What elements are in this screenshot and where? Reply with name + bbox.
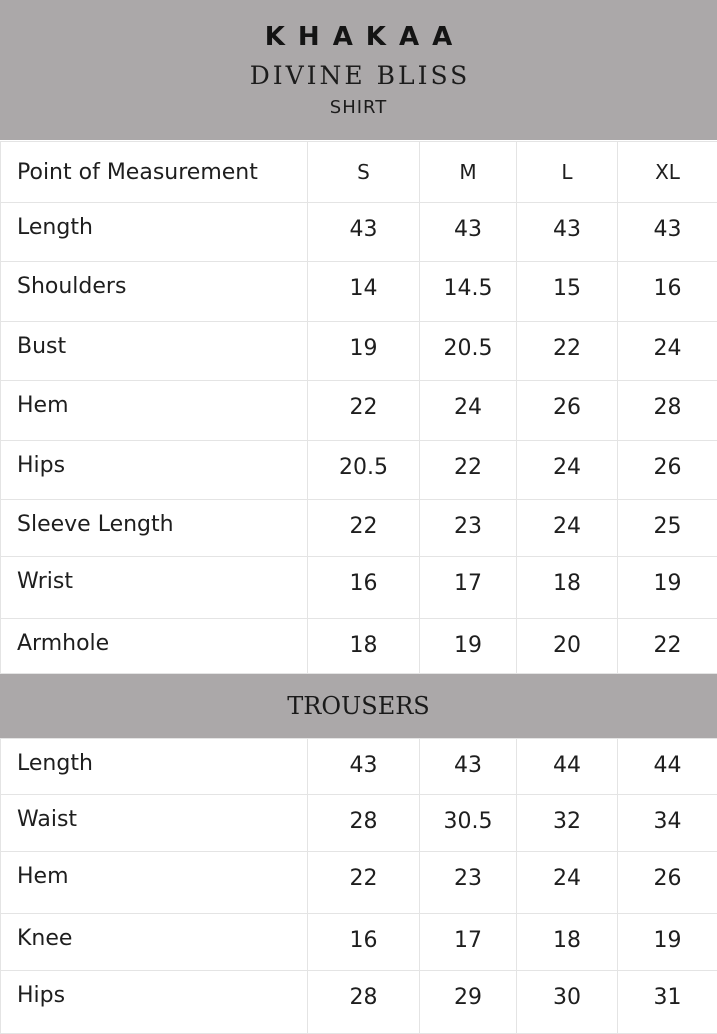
table-row: [1, 441, 717, 500]
measurement-value: 30: [517, 971, 618, 1034]
measurement-value: 18: [517, 914, 618, 971]
section-title-shirt: SHIRT: [0, 97, 717, 118]
measurement-value: 28: [618, 381, 717, 441]
measurement-value: 19: [618, 914, 717, 971]
column-header-size: M: [420, 142, 517, 203]
table-row: [1, 971, 717, 1034]
measurement-value: 18: [517, 557, 618, 619]
table-row: [1, 852, 717, 914]
measurement-value: 26: [618, 441, 717, 500]
measurement-value: 17: [420, 557, 517, 619]
measurement-value: 43: [308, 203, 420, 262]
collection-title: DIVINE BLISS: [0, 61, 717, 90]
measurement-value: 43: [517, 203, 618, 262]
measurement-value: 23: [420, 500, 517, 557]
table-row: [1, 500, 717, 557]
measurement-value: 24: [420, 381, 517, 441]
table-row: [1, 739, 717, 795]
measurement-value: 32: [517, 795, 618, 852]
measurement-value: 14: [308, 262, 420, 322]
measurement-value: 22: [308, 381, 420, 441]
measurement-value: 34: [618, 795, 717, 852]
measurement-value: 16: [308, 557, 420, 619]
table-row: [1, 619, 717, 674]
measurement-value: 15: [517, 262, 618, 322]
table-row: [1, 914, 717, 971]
measurement-value: 22: [308, 500, 420, 557]
table-header-row: [1, 142, 717, 203]
measurement-label: Wrist: [1, 557, 308, 619]
table-row: [1, 322, 717, 381]
measurement-value: 20.5: [420, 322, 517, 381]
measurement-value: 16: [618, 262, 717, 322]
measurement-value: 20: [517, 619, 618, 674]
measurement-value: 24: [517, 441, 618, 500]
measurement-label: Hips: [1, 441, 308, 500]
measurement-label: Hem: [1, 381, 308, 441]
measurement-label: Waist: [1, 795, 308, 852]
measurement-value: 22: [308, 852, 420, 914]
measurement-label: Armhole: [1, 619, 308, 674]
measurement-value: 28: [308, 795, 420, 852]
measurement-label: Knee: [1, 914, 308, 971]
measurement-value: 19: [420, 619, 517, 674]
measurement-label: Sleeve Length: [1, 500, 308, 557]
column-header-size: XL: [618, 142, 717, 203]
measurement-value: 18: [308, 619, 420, 674]
measurement-value: 19: [308, 322, 420, 381]
table-row: [1, 795, 717, 852]
measurement-value: 22: [618, 619, 717, 674]
measurement-value: 16: [308, 914, 420, 971]
measurement-value: 44: [517, 739, 618, 795]
measurement-value: 43: [420, 739, 517, 795]
measurement-value: 29: [420, 971, 517, 1034]
measurement-value: 22: [517, 322, 618, 381]
table-row: [1, 557, 717, 619]
trousers-size-table: [0, 738, 717, 1034]
measurement-value: 43: [308, 739, 420, 795]
measurement-value: 22: [420, 441, 517, 500]
column-header-size: S: [308, 142, 420, 203]
table-row: [1, 381, 717, 441]
measurement-value: 43: [420, 203, 517, 262]
measurement-value: 24: [517, 852, 618, 914]
measurement-label: Bust: [1, 322, 308, 381]
column-header-measurement: Point of Measurement: [1, 142, 308, 203]
table-row: [1, 203, 717, 262]
measurement-value: 26: [517, 381, 618, 441]
brand-logo: KHAKAA: [0, 22, 717, 52]
measurement-value: 43: [618, 203, 717, 262]
measurement-value: 24: [517, 500, 618, 557]
header-band: [0, 0, 717, 140]
measurement-value: 24: [618, 322, 717, 381]
measurement-label: Hem: [1, 852, 308, 914]
measurement-value: 14.5: [420, 262, 517, 322]
measurement-value: 44: [618, 739, 717, 795]
measurement-value: 17: [420, 914, 517, 971]
shirt-size-table: [0, 141, 717, 674]
measurement-label: Shoulders: [1, 262, 308, 322]
section-title-trousers: TROUSERS: [0, 674, 717, 738]
measurement-label: Length: [1, 203, 308, 262]
measurement-value: 20.5: [308, 441, 420, 500]
measurement-value: 25: [618, 500, 717, 557]
table-row: [1, 262, 717, 322]
measurement-label: Length: [1, 739, 308, 795]
measurement-label: Hips: [1, 971, 308, 1034]
measurement-value: 19: [618, 557, 717, 619]
measurement-value: 23: [420, 852, 517, 914]
measurement-value: 30.5: [420, 795, 517, 852]
trousers-band: [0, 674, 717, 738]
measurement-value: 28: [308, 971, 420, 1034]
measurement-value: 31: [618, 971, 717, 1034]
measurement-value: 26: [618, 852, 717, 914]
column-header-size: L: [517, 142, 618, 203]
